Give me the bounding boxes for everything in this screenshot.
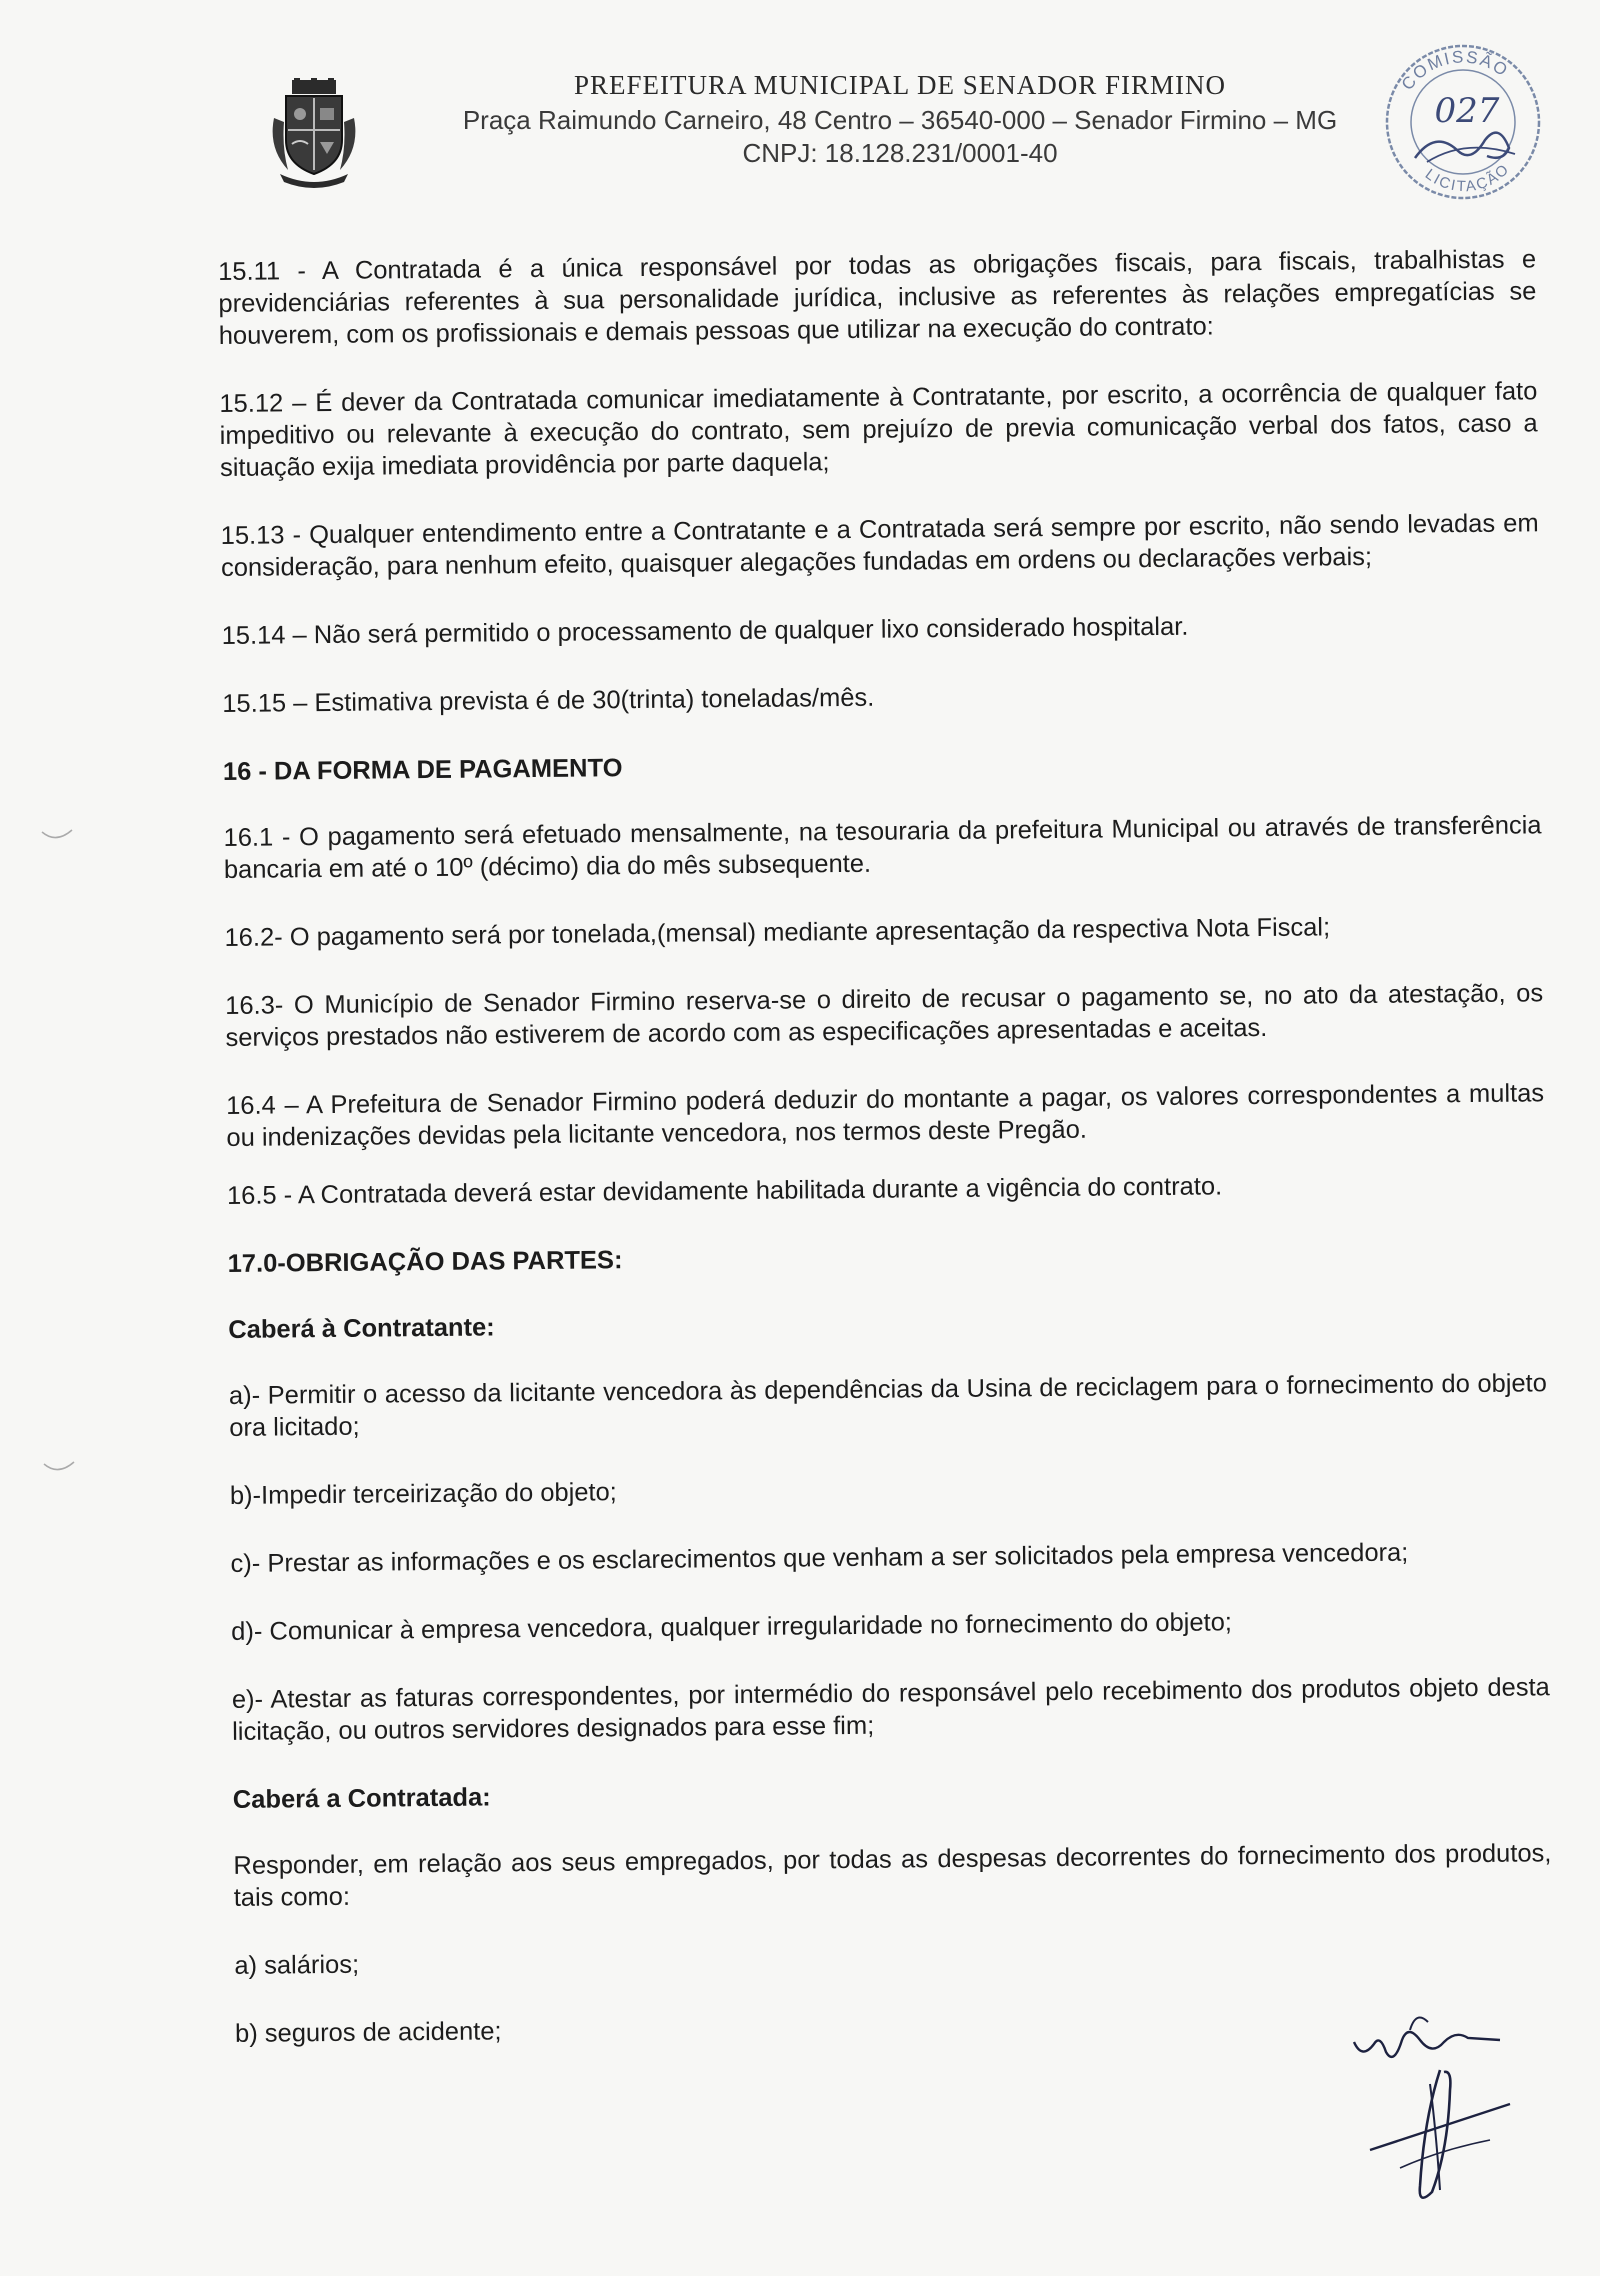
organization-name: PREFEITURA MUNICIPAL DE SENADOR FIRMINO bbox=[573, 70, 1227, 100]
clause-16-2: 16.2- O pagamento será por tonelada,(mensal) mediante apresentação da respectiva Nota Fiscal; bbox=[224, 913, 1331, 952]
punch-mark-icon bbox=[40, 828, 74, 844]
clause-15-13: 15.13 - Qualquer entendimento entre a Contratante e a Contratada será sempre por escrito, não sendo levadas em consideração, para nenhum efeito, quaisquer alegações fundadas em ordens ou declarações verbais; bbox=[220, 509, 1539, 582]
contratada-responsibility: Responder, em relação aos seus empregados, por todas as despesas decorrentes do fornecimento dos produtos, tais como: bbox=[233, 1839, 1552, 1912]
contratante-heading: Caberá à Contratante: bbox=[228, 1313, 495, 1344]
item-d-contratante: d)- Comunicar à empresa vencedora, qualquer irregularidade no fornecimento do objeto; bbox=[231, 1608, 1233, 1646]
letterhead bbox=[440, 70, 1360, 169]
document-body bbox=[218, 243, 1554, 2086]
clause-16-4: 16.4 – A Prefeitura de Senador Firmino poderá deduzir do montante a pagar, os valores correspondentes a multas ou indenizações devidas pela licitante vencedora, nos termos deste Pregão. bbox=[226, 1079, 1545, 1152]
stamp-top-text: COMISSÃO bbox=[1397, 47, 1513, 94]
organization-address: Praça Raimundo Carneiro, 48 Centro – 36540-000 – Senador Firmino – MG bbox=[462, 105, 1338, 135]
contratada-heading: Caberá a Contratada: bbox=[232, 1783, 491, 1814]
handwritten-signature bbox=[1340, 2000, 1540, 2230]
clause-16-1: 16.1 - O pagamento será efetuado mensalmente, na tesouraria da prefeitura Municipal ou através de transferência bancaria em até o 10º (décimo) dia do mês subsequente. bbox=[223, 811, 1542, 884]
clause-15-15: 15.15 – Estimativa prevista é de 30(trinta) toneladas/mês. bbox=[222, 683, 875, 718]
section-16-heading: 16 - DA FORMA DE PAGAMENTO bbox=[222, 754, 623, 786]
organization-cnpj: CNPJ: 18.128.231/0001-40 bbox=[742, 138, 1058, 168]
clause-15-14: 15.14 – Não será permitido o processamento de qualquer lixo considerado hospitalar. bbox=[221, 612, 1189, 650]
clause-16-3: 16.3- O Município de Senador Firmino reserva-se o direito de recusar o pagamento se, no ato da atestação, os serviços prestados não estiverem de acordo com as especificações apresentadas e aceitas. bbox=[225, 979, 1544, 1052]
stamp-number: 027 bbox=[1434, 91, 1500, 131]
item-e-contratante: e)- Atestar as faturas correspondentes, por intermédio do responsável pelo recebimento dos produtos objeto desta licitação, ou outros servidores designados para esse fim; bbox=[231, 1673, 1550, 1746]
item-a-salarios: a) salários; bbox=[234, 1950, 360, 1980]
municipal-crest-icon bbox=[268, 78, 360, 190]
section-17-heading: 17.0-OBRIGAÇÃO DAS PARTES: bbox=[227, 1246, 623, 1278]
commission-stamp bbox=[1375, 30, 1550, 205]
clause-16-5: 16.5 - A Contratada deverá estar devidamente habilitada durante a vigência do contrato. bbox=[226, 1172, 1223, 1210]
item-b-seguros: b) seguros de acidente; bbox=[234, 2017, 502, 2048]
item-b-contratante: b)-Impedir terceirização do objeto; bbox=[229, 1478, 617, 1510]
item-c-contratante: c)- Prestar as informações e os esclarecimentos que venham a ser solicitados pela empresa vencedora; bbox=[230, 1538, 1409, 1578]
clause-15-11: 15.11 - A Contratada é a única responsável por todas as obrigações fiscais, para fiscais, trabalhistas e previdenciárias referentes à sua personalidade jurídica, inclusive as referentes às relações empregatícias se houverem, com os profissionais e demais pessoas que utilizar na execução do contrato: bbox=[218, 245, 1537, 350]
punch-mark-icon bbox=[42, 1460, 76, 1476]
item-a-contratante: a)- Permitir o acesso da licitante vencedora às dependências da Usina de reciclagem para o fornecimento do objeto ora licitado; bbox=[228, 1369, 1548, 1442]
stamp-bottom-text: LICITAÇÃO bbox=[1421, 160, 1514, 196]
clause-15-12: 15.12 – É dever da Contratada comunicar imediatamente à Contratante, por escrito, a ocorrência de qualquer fato impeditivo ou relevante à execução do contrato, sem prejuízo de previa comunicação verbal dos fatos, caso a situação exija imediata providência por parte daquela; bbox=[219, 377, 1538, 482]
